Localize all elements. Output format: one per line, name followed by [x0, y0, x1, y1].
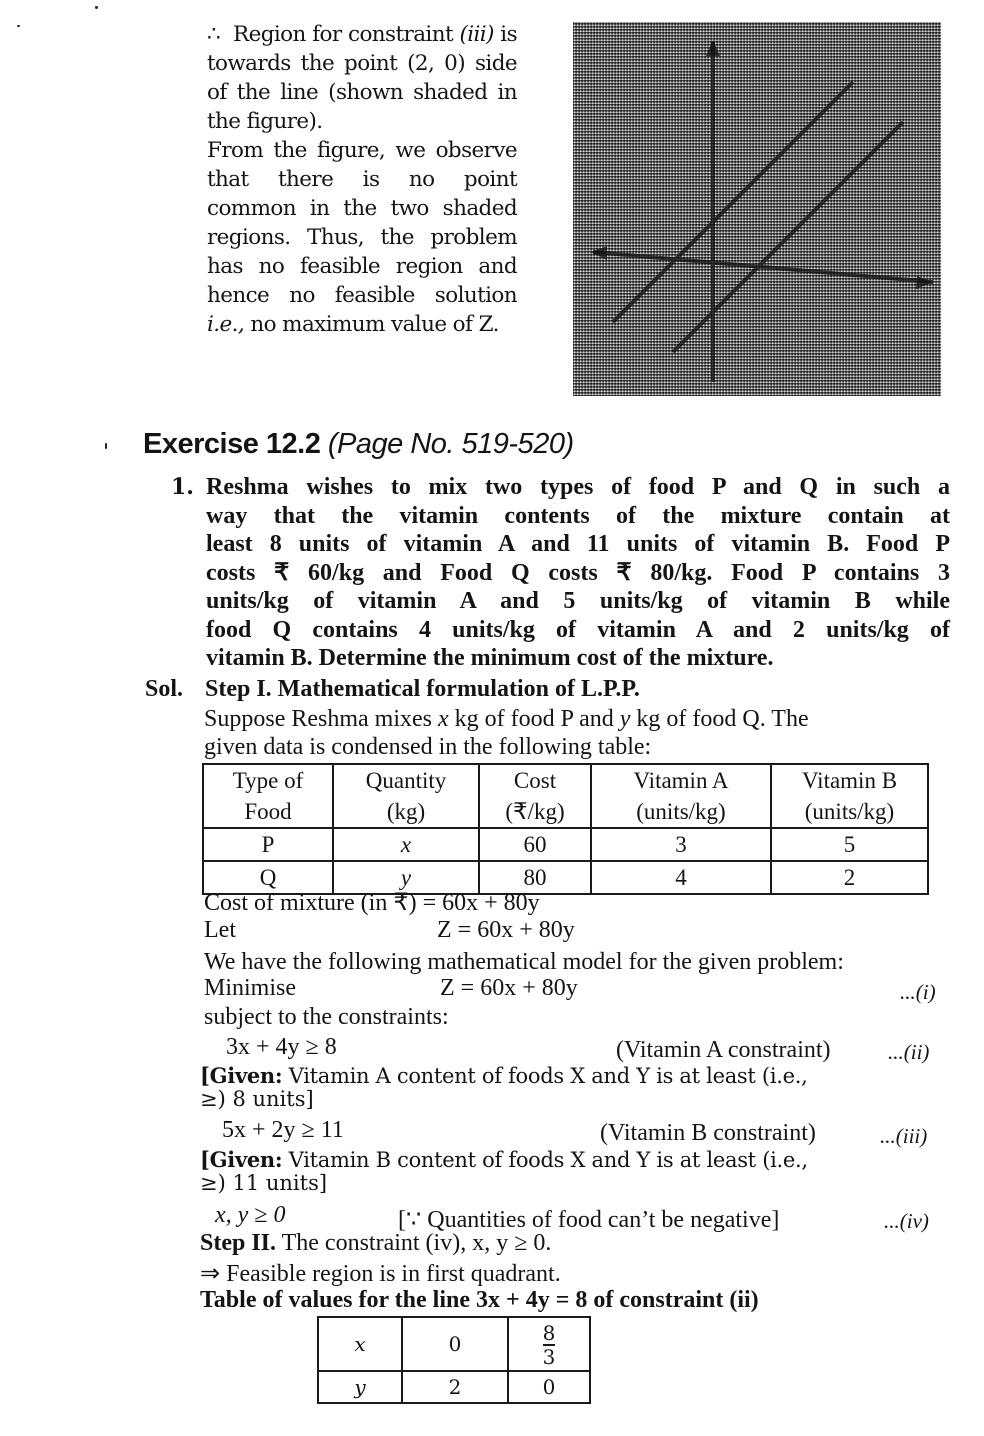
- graph-lines: [573, 22, 941, 396]
- minimise-equation: Z = 60x + 80y: [440, 975, 578, 1001]
- constraint-iii: 5x + 2y ≥ 11: [222, 1117, 344, 1143]
- step2-line: Step II. The constraint (iv), x, y ≥ 0.: [200, 1230, 552, 1256]
- y-label: y: [318, 1371, 402, 1403]
- exercise-heading: Exercise 12.2 (Page No. 519-520): [143, 428, 574, 460]
- let-equation: Z = 60x + 80y: [437, 917, 575, 943]
- constraint-iv-note: [∵ Quantities of food can’t be negative]: [398, 1207, 780, 1233]
- constraint-iii-given: [Given: Vitamin B content of foods X and Y is at least (i.e.,: [200, 1147, 808, 1172]
- values-table-title: Table of values for the line 3x + 4y = 8 of constraint (ii): [200, 1287, 759, 1313]
- equation-ref-i: ...(i): [900, 980, 936, 1004]
- table-row: Q y 80 4 2: [203, 861, 928, 894]
- fraction-cell: [508, 1317, 590, 1371]
- scan-speck: [105, 443, 107, 449]
- let-label: Let: [204, 917, 236, 943]
- equation-ref-ii: ...(ii): [888, 1040, 930, 1064]
- line-values-table: [317, 1316, 591, 1404]
- constraint-ii-given-line2: ≥) 8 units]: [200, 1087, 314, 1111]
- header-quantity: Quantity (kg): [333, 764, 479, 828]
- implies-line: ⇒ Feasible region is in first quadrant.: [200, 1261, 561, 1287]
- model-line: We have the following mathematical model for the given problem:: [204, 949, 844, 975]
- constraint-iv: x, y ≥ 0: [215, 1202, 286, 1228]
- y-values-row: y 2 0: [318, 1371, 590, 1403]
- intro-line-1: Suppose Reshma mixes x kg of food P and y kg of food Q. The: [204, 706, 809, 732]
- region-paragraph: ∴ Region for constraint (iii) is towards the point (2, 0) side of the line (shown shaded in the figure).: [207, 22, 518, 134]
- conclusion-paragraph: From the figure, we observe that there is no point common in the two shaded regions. Thus, the problem has no feasible region and hence no feasible solution i.e., no maximum value of Z.: [207, 138, 517, 337]
- equation-ref-iii: ...(iii): [880, 1124, 928, 1148]
- scan-speck: [95, 6, 98, 9]
- x-values-row: x 0 $\frac{8}{3}$: [318, 1317, 590, 1371]
- scan-speck: [17, 25, 20, 27]
- page-reference: (Page No. 519-520): [327, 428, 574, 460]
- step1-title: Step I. Mathematical formulation of L.P.P.: [205, 676, 640, 702]
- constraint-iii-note: (Vitamin B constraint): [600, 1120, 816, 1146]
- header-vitamin-a: Vitamin A (units/kg): [591, 764, 771, 828]
- table-header-row: [203, 764, 928, 828]
- food-data-table: [202, 763, 929, 895]
- table-row: P x 60 3 5: [203, 828, 928, 861]
- continued-paragraph: [207, 20, 517, 339]
- equation-ref-iv: ...(iv): [884, 1209, 929, 1233]
- cost-of-mixture: Cost of mixture (in ₹) = 60x + 80y: [204, 890, 540, 916]
- constraint-iii-given-line2: ≥) 11 units]: [200, 1171, 328, 1195]
- graph-figure: [573, 22, 941, 396]
- x-label: x: [318, 1317, 402, 1371]
- header-vitamin-b: Vitamin B (units/kg): [771, 764, 928, 828]
- subject-to-line: subject to the constraints:: [204, 1004, 449, 1030]
- solution-label: Sol.: [145, 676, 184, 702]
- header-cost: Cost (₹/kg): [479, 764, 591, 828]
- fraction-8-3: $\frac{8}{3}$: [542, 1321, 556, 1369]
- therefore-symbol: ∴: [207, 22, 221, 47]
- minimise-label: Minimise: [204, 975, 297, 1001]
- question-number: 1.: [171, 474, 194, 500]
- intro-line-2: given data is condensed in the following table:: [204, 734, 652, 760]
- header-type-of-food: Type of Food: [203, 764, 333, 828]
- question-text: Reshma wishes to mix two types of food P and Q in such a way that the vitamin contents of the mixture contain at least 8 units of vitamin A and 11 units of vitamin B. Food P costs ₹ 60/kg and Food Q costs ₹ 80/kg. Food P contains 3 units/kg of vitamin A and 5 units/kg of vitamin B while food Q contains 4 units/kg of vitamin A and 2 units/kg of vitamin B. Determine the minimum cost of the mixture.: [206, 474, 950, 671]
- constraint-ii-note: (Vitamin A constraint): [616, 1037, 831, 1063]
- constraint-ii-given: [Given: Vitamin A content of foods X and Y is at least (i.e.,: [200, 1063, 808, 1088]
- constraint-ii: 3x + 4y ≥ 8: [226, 1034, 337, 1060]
